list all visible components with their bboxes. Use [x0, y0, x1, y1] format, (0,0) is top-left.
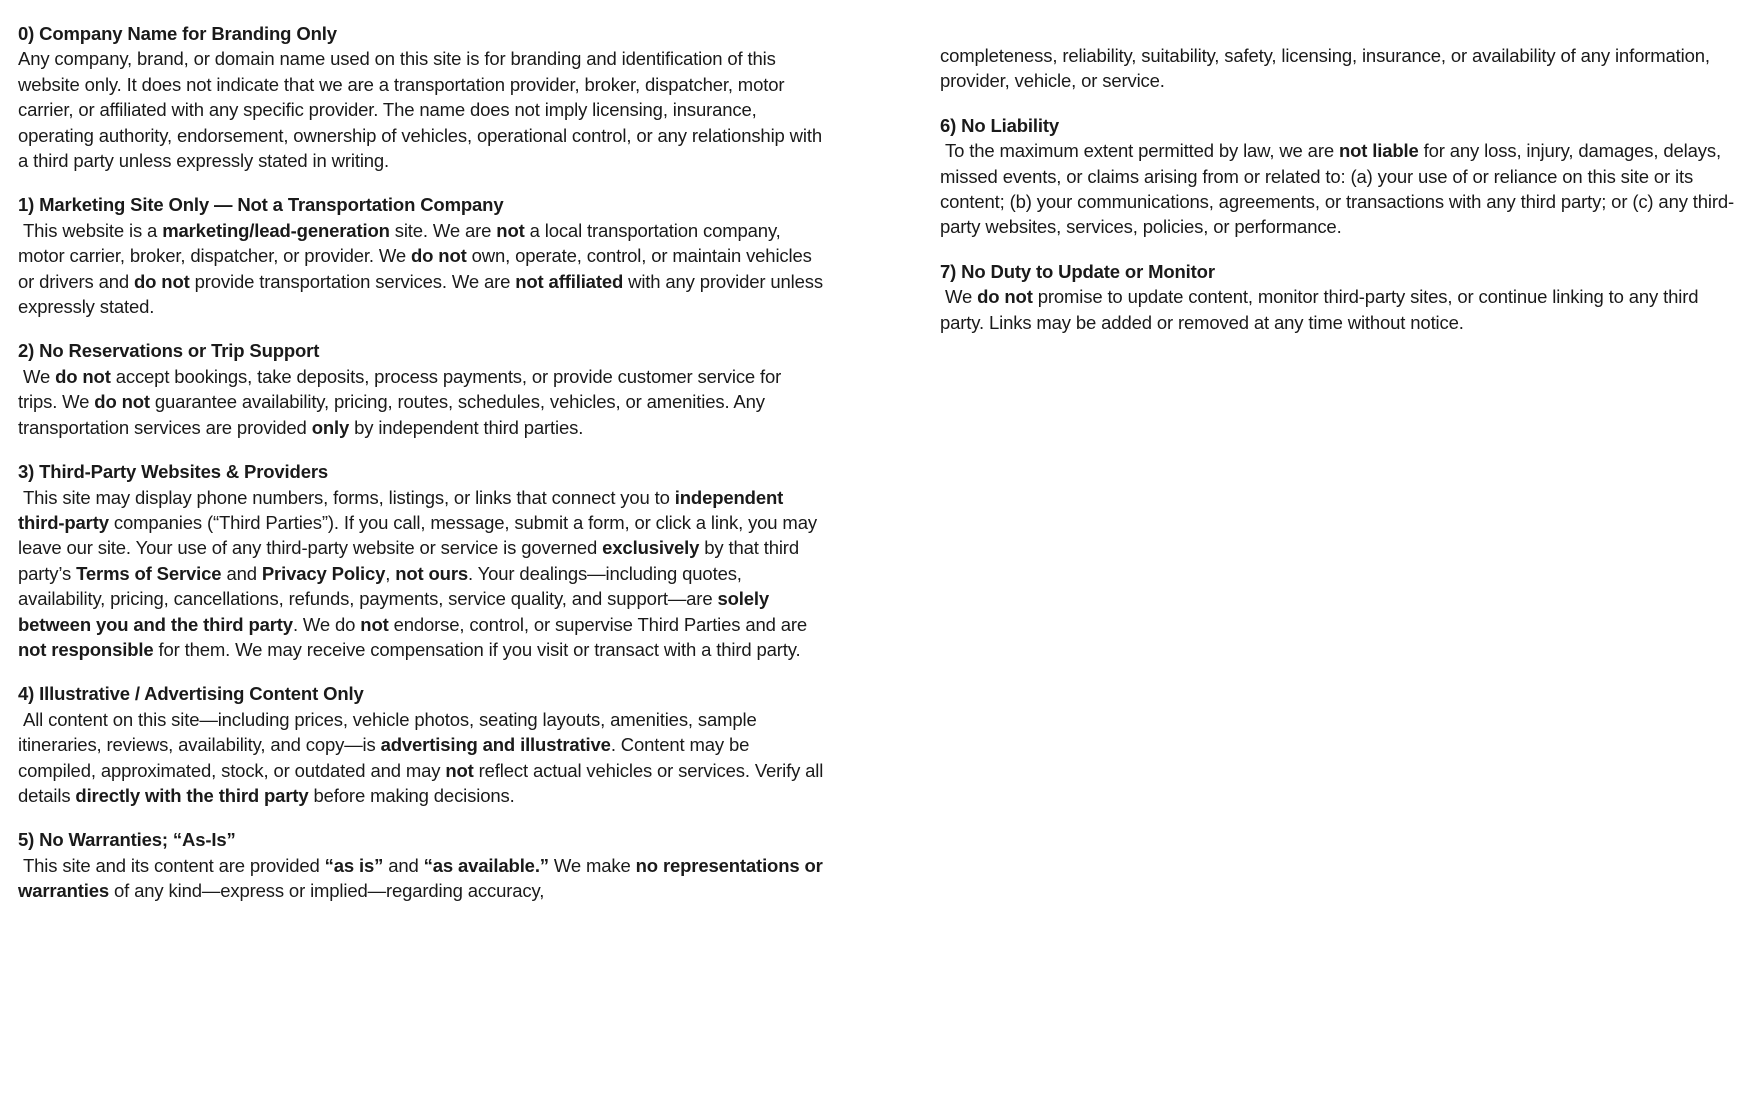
bold-text-run: not liable [1338, 140, 1419, 162]
section-body [940, 43, 1746, 94]
text-run: . We do [292, 613, 361, 635]
section-body [18, 853, 828, 904]
text-run: , [385, 562, 396, 584]
section-heading: 3) Third-Party Websites & Providers [18, 461, 329, 483]
bold-text-run: “as available.” [423, 854, 549, 876]
section-heading: 5) No Warranties; “As-Is” [18, 829, 236, 851]
text-run: To the maximum extent permitted by law, we are [940, 140, 1339, 162]
section-body [940, 284, 1746, 335]
text-run: . Your dealings—including quotes, availability, pricing, cancellations, refunds, payments, service quality, and support—are [18, 562, 747, 610]
text-run: promise to update content, monitor third-party sites, or continue linking to any third party. Links may be added or removed at any time without notice. [940, 286, 1704, 333]
section-body [18, 218, 828, 320]
bold-text-run: do not [94, 391, 150, 413]
disclaimer-section [18, 192, 828, 319]
text-run: endorse, control, or supervise Third Parties and are [388, 613, 813, 635]
text-run: site. We are [389, 219, 497, 241]
bold-text-run: do not [411, 245, 467, 267]
bold-text-run: directly with the third party [75, 784, 309, 806]
text-run: Any company, brand, or domain name used on this site is for branding and identification of this website only. It does not indicate that we are a transportation provider, broker, dispatcher, motor carrier, or affiliated with any specific provider. The name does not imply licensing, insurance, operating authority, endorsement, ownership of vehicles, operational control, or any relationship with a third party unless expressly stated in writing. [18, 48, 827, 172]
text-run: for them. We may receive compensation if you visit or transact with a third party. [153, 638, 801, 660]
disclaimer-section [18, 21, 827, 173]
text-run: reflect actual vehicles or services. Verify all details [18, 759, 829, 806]
text-run: by that third party’s [18, 537, 804, 584]
bold-text-run: advertising and illustrative [380, 734, 611, 756]
bold-text-run: “as is” [324, 854, 384, 876]
section-body [18, 46, 827, 173]
bold-text-run: not [445, 759, 474, 781]
text-run: This website is a [18, 219, 163, 241]
text-run: for any loss, injury, damages, delays, missed events, or claims arising from or related to: (a) your use of or reliance on this site or its content; (b) your communications, agreements, or transactions with any third party; or (c) any third-party websites, services, policies, or performance. [940, 140, 1735, 238]
bold-text-run: no representations or warranties [18, 854, 828, 902]
section-body [940, 138, 1746, 240]
bold-text-run: Terms of Service [76, 562, 222, 584]
text-run: We [18, 365, 56, 387]
text-run: This site and its content are provided [18, 854, 325, 876]
text-run: with any provider unless expressly stated. [18, 270, 828, 318]
bold-text-run: marketing/lead-generation [162, 219, 390, 241]
section-body [18, 707, 829, 809]
section-heading: 6) No Liability [940, 114, 1060, 136]
text-run: All content on this site—including prices, vehicle photos, seating layouts, amenities, sample itineraries, reviews, availability, and copy—is [18, 708, 762, 756]
text-run: before making decisions. [308, 784, 515, 806]
bold-text-run: do not [977, 286, 1033, 308]
text-run: accept bookings, take deposits, process payments, or provide customer service for trips. We [18, 365, 787, 413]
disclaimer-section [18, 681, 829, 808]
text-run: . Content may be compiled, approximated, stock, or outdated and may [18, 734, 755, 781]
text-run: guarantee availability, pricing, routes, schedules, vehicles, or amenities. Any transportation services are provided [18, 391, 770, 438]
text-run: We make [548, 854, 636, 876]
bold-text-run: not [360, 613, 389, 635]
bold-text-run: only [311, 416, 350, 438]
text-run: This site may display phone numbers, forms, listings, or links that connect you to [18, 486, 675, 508]
disclaimer-section [18, 338, 824, 440]
bold-text-run: independent third-party [18, 486, 789, 533]
text-run: own, operate, control, or maintain vehicles or drivers and [18, 245, 817, 292]
bold-text-run: do not [55, 365, 111, 387]
disclaimer-section [940, 259, 1746, 335]
bold-text-run: not [496, 219, 525, 241]
section-body [18, 364, 824, 440]
section-heading: 7) No Duty to Update or Monitor [940, 260, 1215, 282]
section-heading: 1) Marketing Site Only — Not a Transportation Company [18, 194, 504, 216]
bold-text-run: do not [134, 270, 190, 292]
bold-text-run: not affiliated [515, 270, 624, 292]
text-run: by independent third parties. [349, 416, 584, 438]
bold-text-run: Privacy Policy [261, 562, 386, 584]
disclaimer-section [18, 827, 828, 903]
disclaimer-section [940, 43, 1746, 94]
text-run: completeness, reliability, suitability, safety, licensing, insurance, or availability of any information, provider, vehicle, or service. [940, 45, 1715, 92]
text-run: We [940, 286, 978, 308]
disclaimer-section [18, 459, 824, 662]
text-run: and [221, 562, 262, 584]
section-heading: 2) No Reservations or Trip Support [18, 340, 320, 362]
disclaimer-section [940, 113, 1746, 240]
section-heading: 4) Illustrative / Advertising Content Only [18, 683, 364, 705]
section-body [18, 485, 824, 663]
section-heading: 0) Company Name for Branding Only [18, 23, 337, 44]
text-run: of any kind—express or implied—regarding accuracy, [109, 880, 545, 902]
text-run: provide transportation services. We are [189, 270, 516, 292]
right-column [940, 43, 1746, 354]
bold-text-run: exclusively [602, 537, 700, 559]
text-run: and [383, 854, 424, 876]
text-run: a local transportation company, motor carrier, broker, dispatcher, or provider. We [18, 219, 786, 267]
bold-text-run: not ours [395, 562, 469, 584]
bold-text-run: solely between you and the third party [18, 588, 774, 635]
text-run: companies (“Third Parties”). If you call, message, submit a form, or click a link, you may leave our site. Your use of any third-party website or service is governed [18, 511, 822, 559]
bold-text-run: not responsible [18, 638, 154, 660]
left-column [18, 21, 829, 923]
